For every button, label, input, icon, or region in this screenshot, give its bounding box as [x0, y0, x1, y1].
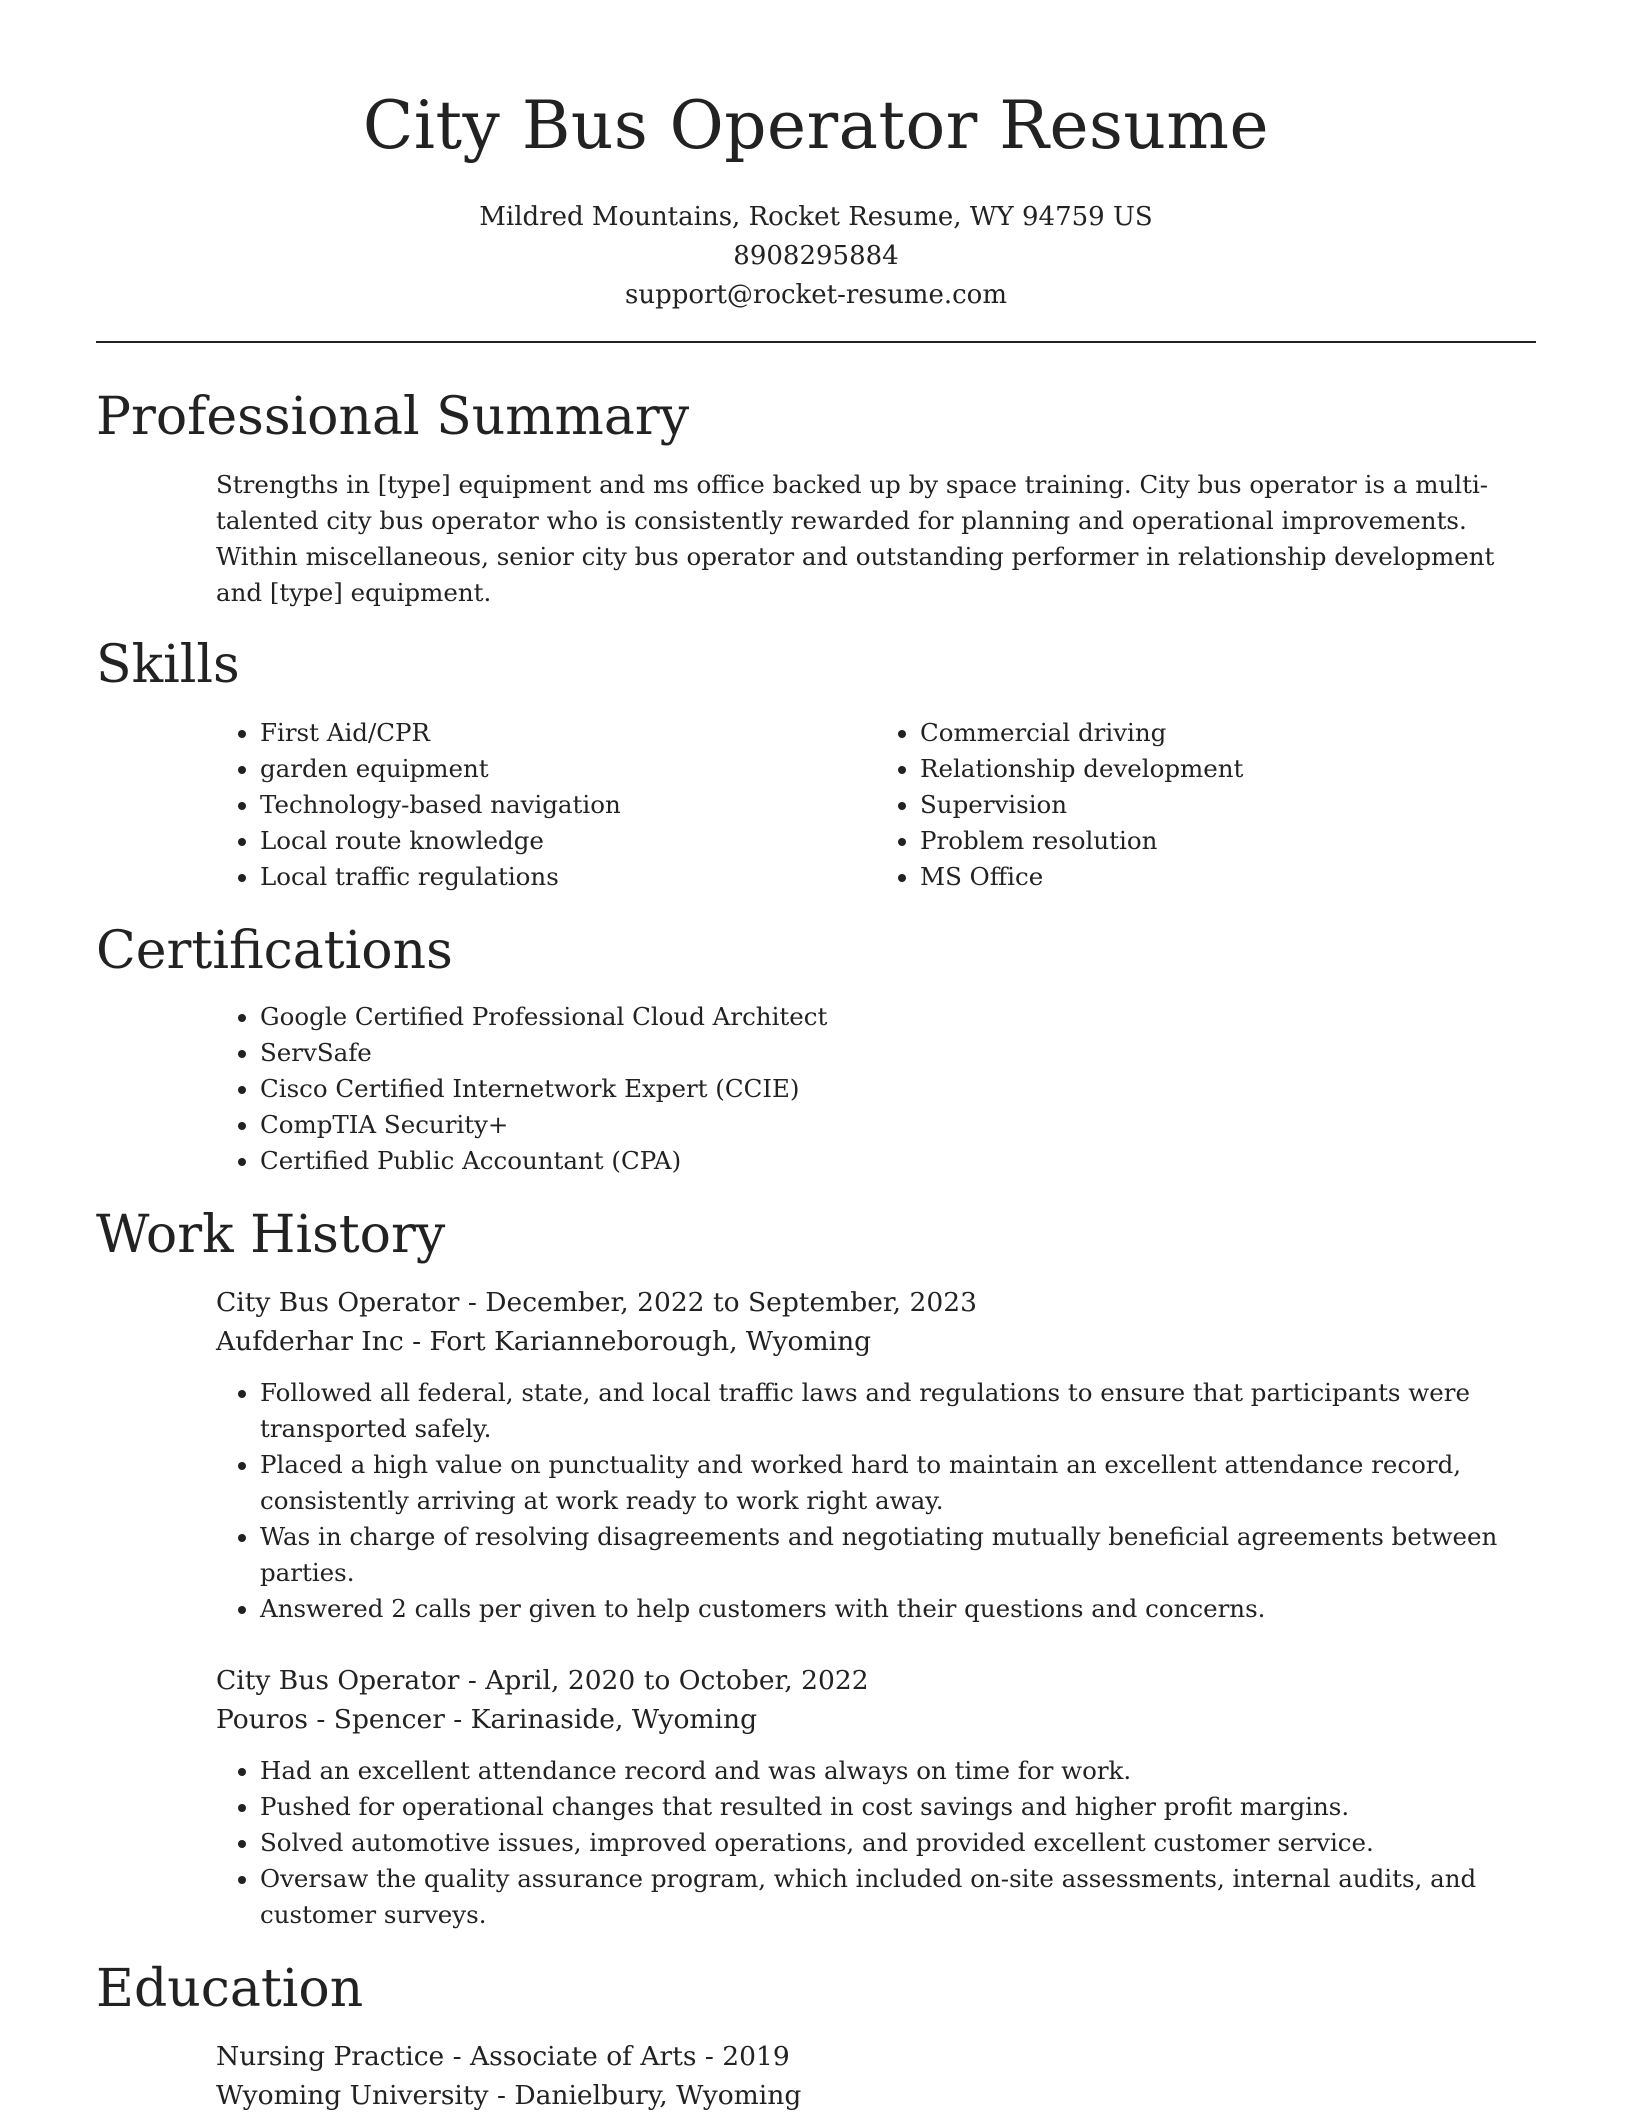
certifications-list	[216, 999, 1536, 1179]
job-company-location: Pouros - Spencer - Karinaside, Wyoming	[216, 1704, 758, 1735]
skill-item: • Local traffic regulations	[260, 859, 876, 895]
job-duty-item: • Solved automotive issues, improved operations, and provided excellent customer service.	[260, 1825, 1536, 1861]
education-entry	[216, 2037, 1536, 2115]
skill-item: • MS Office	[920, 859, 1536, 895]
job-entry	[216, 1283, 1536, 1627]
skill-item: • Relationship development	[920, 751, 1536, 787]
job-company-location: Aufderhar Inc - Fort Karianneborough, Wyoming	[216, 1326, 872, 1357]
certification-item: • CompTIA Security+	[260, 1107, 1536, 1143]
certification-item: • Cisco Certified Internetwork Expert (CCIE)	[260, 1071, 1536, 1107]
education-heading: Education	[96, 1959, 364, 2019]
skill-item: • garden equipment	[260, 751, 876, 787]
certifications-heading: Certifications	[96, 921, 453, 981]
skills-column-left	[216, 715, 876, 895]
resume-title: City Bus Operator Resume	[362, 87, 1270, 164]
job-entry	[216, 1661, 1536, 1933]
contact-phone: 8908295884	[733, 241, 899, 271]
work-history-heading: Work History	[96, 1205, 446, 1265]
certification-item: • Google Certified Professional Cloud Architect	[260, 999, 1536, 1035]
contact-email: support@rocket-resume.com	[624, 280, 1007, 310]
job-title-dates: City Bus Operator - April, 2020 to October, 2022	[216, 1665, 869, 1696]
job-duty-item: • Oversaw the quality assurance program, which included on-site assessments, internal audits, and customer surveys.	[260, 1861, 1536, 1933]
job-duty-item: • Was in charge of resolving disagreements and negotiating mutually beneficial agreements between parties.	[260, 1519, 1536, 1591]
job-title-dates: City Bus Operator - December, 2022 to September, 2023	[216, 1287, 977, 1318]
skill-item: • Commercial driving	[920, 715, 1536, 751]
job-duties	[216, 1753, 1536, 1933]
summary-text: Strengths in [type] equipment and ms office backed up by space training. City bus operator is a multi-talented city bus operator who is consistently rewarded for planning and operational improvements. Within miscellaneous, senior city bus operator and outstanding performer in relationship development and [type] equipment.	[216, 470, 1495, 607]
job-duty-item: • Followed all federal, state, and local traffic laws and regulations to ensure that participants were transported safely.	[260, 1375, 1536, 1447]
skill-item: • Supervision	[920, 787, 1536, 823]
job-duty-item: • Pushed for operational changes that resulted in cost savings and higher profit margins.	[260, 1789, 1536, 1825]
certification-item: • Certified Public Accountant (CPA)	[260, 1143, 1536, 1179]
certification-item: • ServSafe	[260, 1035, 1536, 1071]
job-duties	[216, 1375, 1536, 1627]
skills-column-right	[876, 715, 1536, 895]
skills-heading: Skills	[96, 635, 240, 695]
resume-header	[96, 0, 1536, 315]
education-degree: Nursing Practice - Associate of Arts - 2019	[216, 2041, 790, 2072]
job-duty-item: • Answered 2 calls per given to help customers with their questions and concerns.	[260, 1591, 1536, 1627]
education-school: Wyoming University - Danielbury, Wyoming	[216, 2080, 802, 2111]
skills-list	[216, 715, 1536, 895]
contact-address: Mildred Mountains, Rocket Resume, WY 94759 US	[479, 202, 1153, 232]
skill-item: • Technology-based navigation	[260, 787, 876, 823]
skill-item: • First Aid/CPR	[260, 715, 876, 751]
skill-item: • Local route knowledge	[260, 823, 876, 859]
header-divider	[96, 341, 1536, 343]
job-duty-item: • Placed a high value on punctuality and worked hard to maintain an excellent attendance record, consistently arriving at work ready to work right away.	[260, 1447, 1536, 1519]
contact-info	[96, 198, 1536, 315]
resume-page	[96, 0, 1536, 2115]
summary-heading: Professional Summary	[96, 387, 690, 447]
skill-item: • Problem resolution	[920, 823, 1536, 859]
job-duty-item: • Had an excellent attendance record and was always on time for work.	[260, 1753, 1536, 1789]
